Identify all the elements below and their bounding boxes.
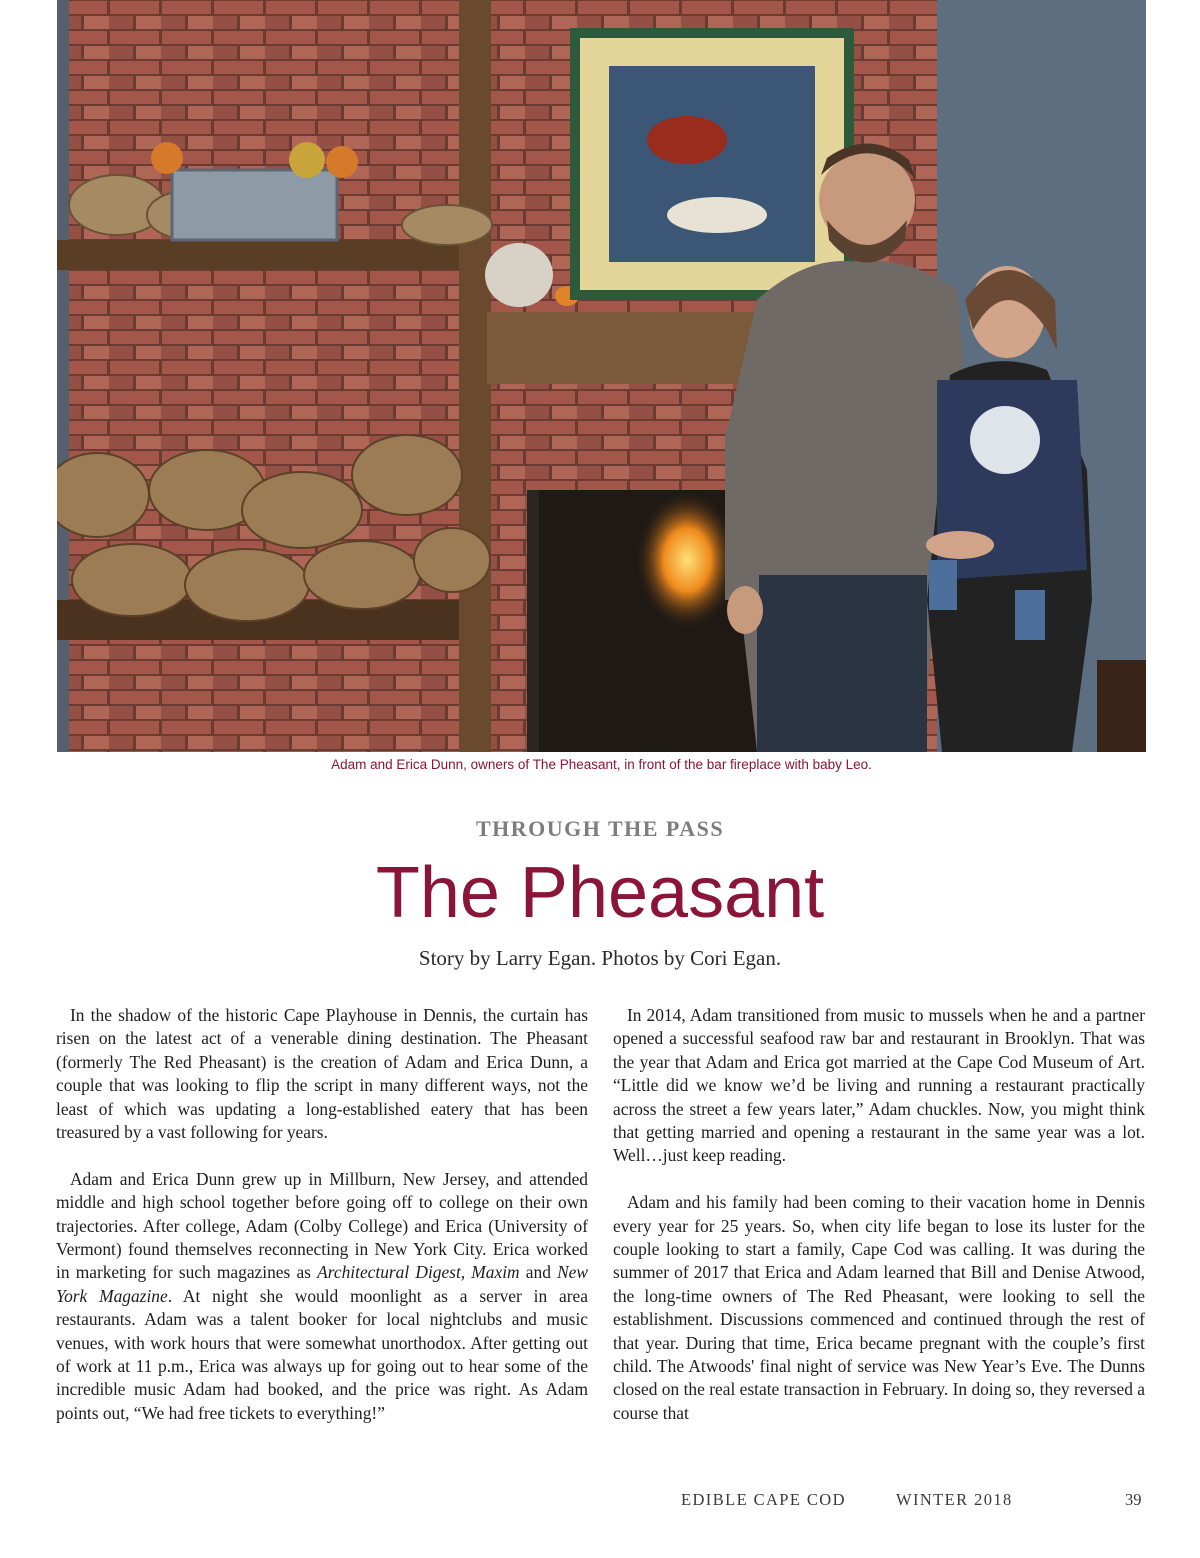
article-column-left — [56, 1004, 588, 1425]
section-kicker: THROUGH THE PASS — [475, 816, 725, 841]
photo-caption: Adam and Erica Dunn, owners of The Pheasant, in front of the bar fireplace with baby Leo. — [331, 757, 872, 772]
page-number: 39 — [1125, 1490, 1142, 1509]
paragraph-text: . At night she would moonlight as a server in area restaurants. Adam was a talent booker for local nightclubs and music venues, with work hours that were somewhat unorthodox. After getting out of work at 11 p.m., Erica was always up for going out to hear some of the incredible music Adam had booked, and the price was right. As Adam points out, “We had free tickets to everything!” — [56, 1285, 588, 1423]
paragraph-text: Adam and Erica Dunn grew up in Millburn, New Jersey, and attended middle and high school together before going off to college on their own trajectories. After college, Adam (Colby College) and Erica (University of Vermont) found themselves reconnecting in New York City. Erica worked in marketing for such magazines as — [56, 1168, 588, 1283]
paragraph — [56, 1168, 588, 1425]
publication-name: EDIBLE CAPE COD — [681, 1490, 846, 1509]
byline: Story by Larry Egan. Photos by Cori Egan. — [418, 946, 782, 970]
article-title: The Pheasant — [375, 853, 825, 933]
feature-photo — [57, 0, 1146, 752]
magazine-names: Architectural Digest, Maxim — [317, 1262, 520, 1283]
paragraph: Adam and his family had been coming to their vacation home in Dennis every year for 25 years. So, when city life began to lose its luster for the couple looking to start a family, Cape Cod was calling. It was during the summer of 2017 that Erica and Adam learned that Bill and Denise Atwood, the long-time owners of The Red Pheasant, were looking to sell the establishment. Discussions commenced and continued through the rest of that year. During that time, Erica became pregnant with the couple’s first child. The Atwoods' final night of service was New Year’s Eve. The Dunns closed on the real estate transaction in February. In doing so, they reversed a course that — [613, 1192, 1145, 1423]
paragraph-text: and — [519, 1262, 558, 1283]
magazine-name: New York Magazine — [56, 1262, 588, 1306]
footer-row — [0, 1490, 1200, 1510]
paragraph: In the shadow of the historic Cape Playhouse in Dennis, the curtain has risen on the latest act of a venerable dining destination. The Pheasant (formerly The Red Pheasant) is the creation of Adam and Erica Dunn, a couple that was looking to flip the script in many different ways, not the least of which was updating a long-established eatery that has been treasured by a vast following for years. — [56, 1005, 588, 1143]
issue-name: WINTER 2018 — [896, 1490, 1013, 1509]
article-column-right — [613, 1004, 1145, 1425]
paragraph: In 2014, Adam transitioned from music to mussels when he and a partner opened a successful seafood raw bar and restaurant in Brooklyn. That was the year that Adam and Erica got married at the Cape Cod Museum of Art. “Little did we know we’d be living and running a restaurant practically across the street a few years later,” Adam chuckles. Now, you might think that getting married and opening a restaurant in the same year was a lot. Well…just keep reading. — [613, 1005, 1145, 1166]
